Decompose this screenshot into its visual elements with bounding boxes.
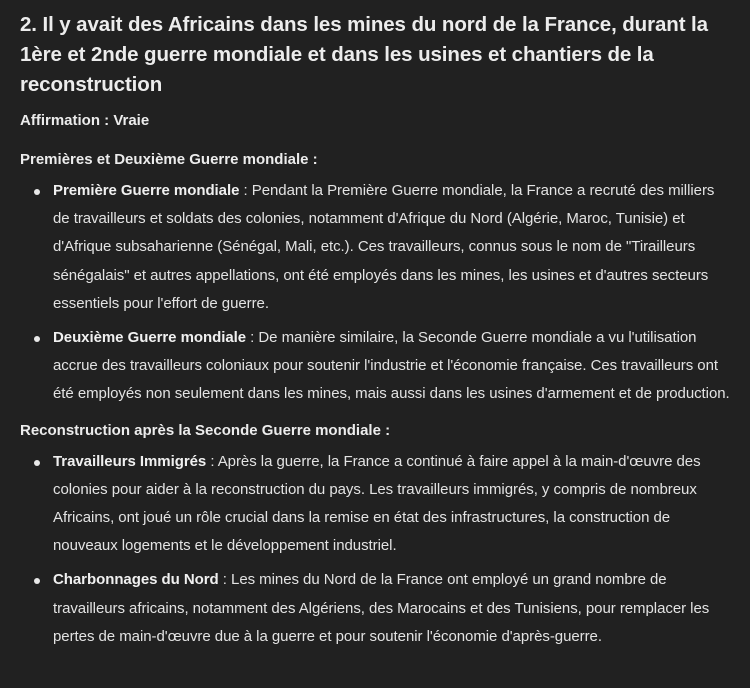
bullet-list-wars bbox=[20, 177, 730, 409]
list-item bbox=[53, 324, 730, 409]
item-text: : Les mines du Nord de la France ont employé un grand nombre de travailleurs africains, notamment des Algériens, des Marocains et des Tunisiens, pour remplacer les pertes de main-d'œuvre due à la guerre et pour soutenir l'économie d'après-guerre. bbox=[53, 571, 710, 645]
section-title-wars: Premières et Deuxième Guerre mondiale : bbox=[20, 151, 318, 168]
item-text: : Pendant la Première Guerre mondiale, la France a recruté des milliers de travailleurs et soldats des colonies, notamment d'Afrique du Nord (Algérie, Maroc, Tunisie) et d'Afrique subsaharienne (Sénégal, Mali, etc.). Ces travailleurs, connus sous le nom de "Tirailleurs sénégalais" et autres appellations, ont été employés dans les mines, les usines et d'autres secteurs essentiels pour l'effort de guerre. bbox=[53, 182, 715, 312]
bullet-list-reconstruction bbox=[20, 448, 730, 651]
list-item bbox=[53, 448, 730, 561]
item-term: Charbonnages du Nord bbox=[53, 571, 219, 589]
item-text: : Après la guerre, la France a continué à faire appel à la main-d'œuvre des colonies pour aider à la reconstruction du pays. Les travailleurs immigrés, y compris de nombreux Africains, ont joué un rôle crucial dans la remise en état des infrastructures, la construction de nouveaux logements et le développement industriel. bbox=[53, 452, 701, 555]
item-text: : De manière similaire, la Seconde Guerre mondiale a vu l'utilisation accrue des travailleurs coloniaux pour soutenir l'industrie et l'économie française. Ces travailleurs ont été employés non seulement dans les mines, mais aussi dans les usines d'armement et de production. bbox=[53, 329, 730, 403]
section-title-reconstruction: Reconstruction après la Seconde Guerre mondiale : bbox=[20, 421, 391, 439]
list-item bbox=[53, 566, 730, 651]
item-term: Deuxième Guerre mondiale bbox=[53, 329, 247, 347]
item-term: Première Guerre mondiale bbox=[53, 182, 240, 199]
list-item bbox=[53, 177, 730, 318]
affirmation: Affirmation : Vraie bbox=[20, 112, 150, 129]
section-heading: 2. Il y avait des Africains dans les mines du nord de la France, durant la 1ère et 2nde guerre mondiale et dans les usines et chantiers de la reconstruction bbox=[20, 13, 708, 96]
item-term: Travailleurs Immigrés bbox=[53, 452, 207, 470]
